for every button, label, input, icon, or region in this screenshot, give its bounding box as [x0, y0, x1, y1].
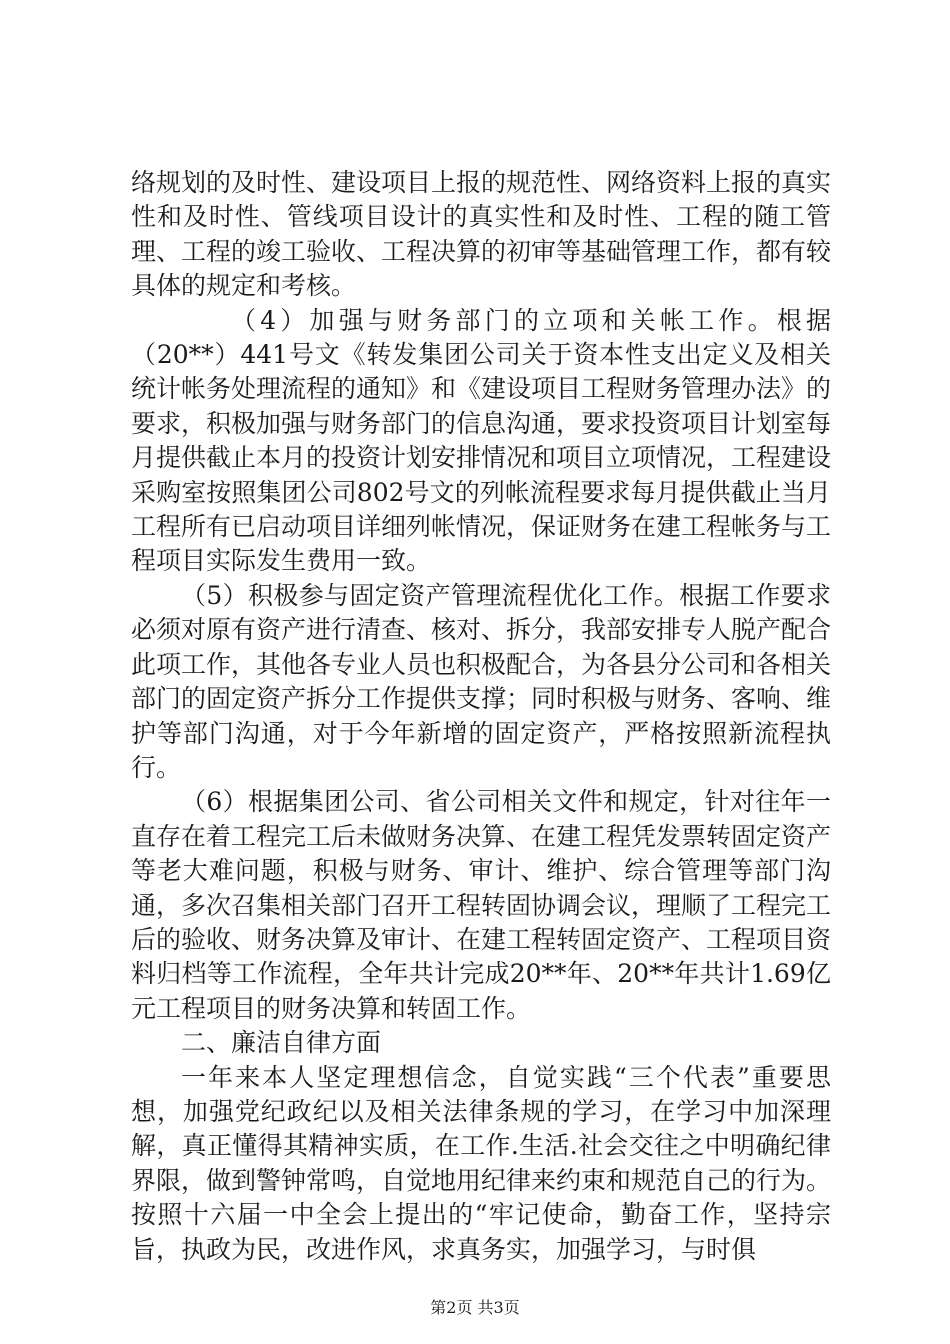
paragraph-item-4: （4）加强与财务部门的立项和关帐工作。根据（20**）441号文《转发集团公司关于资本性支出定义及相关统计帐务处理流程的通知》和《建设项目工程财务管理办法》的要求，积极加强与财务部门的信息沟通，要求投资项目计划室每月提供截止本月的投资计划安排情况和项目立项情况，工程建设采购室按照集团公司802号文的列帐流程要求每月提供截止当月工程所有已启动项目详细列帐情况，保证财务在建工程帐务与工程项目实际发生费用一致。 [131, 305, 832, 576]
paragraph-item-6: （6）根据集团公司、省公司相关文件和规定，针对往年一直存在着工程完工后未做财务决算、在建工程凭发票转固定资产等老大难问题，积极与财务、审计、维护、综合管理等部门沟通，多次召集相关部门召开工程转固协调会议，理顺了工程完工后的验收、财务决算及审计、在建工程转固定资产、工程项目资料归档等工作流程，全年共计完成20**年、20**年共计1.69亿元工程项目的财务决算和转固工作。 [131, 787, 832, 1023]
page-number-footer: 第2页 共3页 [430, 1298, 520, 1317]
section-heading: 二、廉洁自律方面 [181, 1028, 382, 1058]
paragraph-continuation: 络规划的及时性、建设项目上报的规范性、网络资料上报的真实性和及时性、管线项目设计的真实性和及时性、工程的随工管理、工程的竣工验收、工程决算的初审等基础管理工作，都有较具体的规定和考核。 [131, 168, 832, 301]
document-body [131, 166, 831, 1267]
paragraph-integrity: 一年来本人坚定理想信念，自觉实践“三个代表”重要思想，加强党纪政纪以及相关法律条规的学习，在学习中加深理解，真正懂得其精神实质，在工作.生活.社会交往之中明确纪律界限，做到警钟常鸣，自觉地用纪律来约束和规范自己的行为。按照十六届一中全会上提出的“牢记使命，勤奋工作，坚持宗旨，执政为民，改进作风，求真务实，加强学习，与时俱 [131, 1062, 832, 1264]
paragraph-item-5: （5）积极参与固定资产管理流程优化工作。根据工作要求必须对原有资产进行清查、核对、拆分，我部安排专人脱产配合此项工作，其他各专业人员也积极配合，为各县分公司和各相关部门的固定资产拆分工作提供支撑；同时积极与财务、客响、维护等部门沟通，对于今年新增的固定资产，严格按照新流程执行。 [131, 580, 832, 782]
